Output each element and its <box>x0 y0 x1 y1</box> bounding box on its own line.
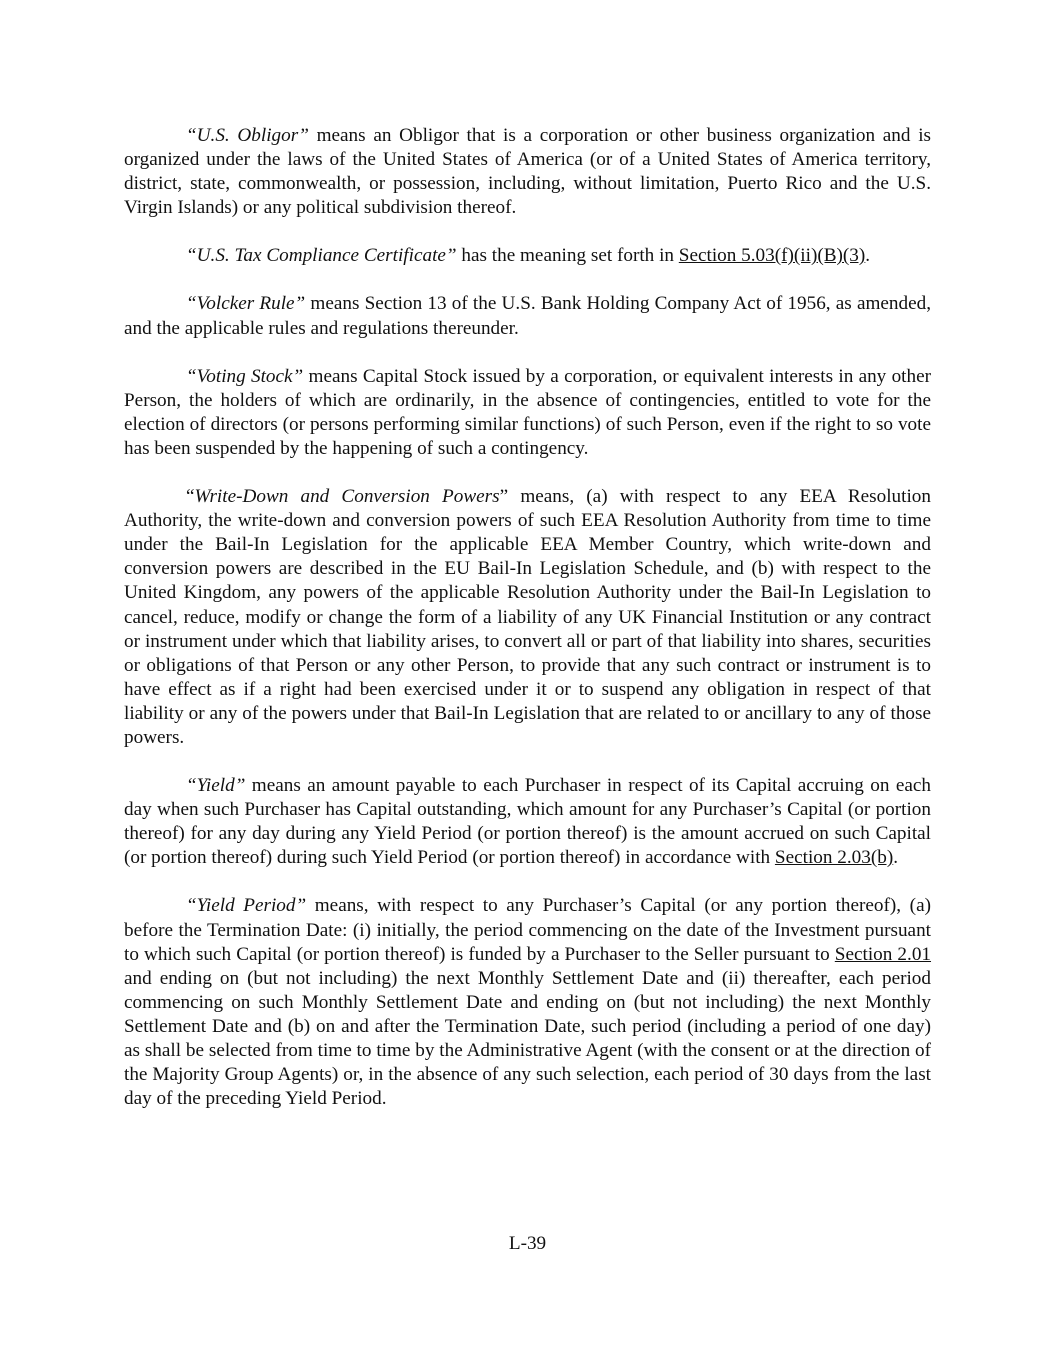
page-number: L-39 <box>508 1233 547 1254</box>
definition-volcker-rule <box>124 292 931 340</box>
definition-us-tax-compliance-certificate <box>124 244 931 268</box>
document-body <box>124 124 931 1135</box>
definition-text: means, with respect to any Purchaser’s Capital (or any portion thereof), (a) before the Termination Date: (i) initially, the period commencing on the date of the Investment pursuant to which such Capital (or portion thereof) is funded by a Purchaser to the Seller pursuant to <box>124 895 931 965</box>
definition-text: means an amount payable to each Purchaser in respect of its Capital accruing on each day when such Purchaser has Capital outstanding, which amount for any Purchaser’s Capital (or portion thereof) for any day during any Yield Period (or portion thereof) is the amount accrued on such Capital (or portion thereof) during such Yield Period (or portion thereof) in accordance with <box>124 775 931 869</box>
definition-text: means an Obligor that is a corporation or other business organization and is organized under the laws of the United States of America (or of a United States of America territory, district, state, commonwealth, or possession, including, without limitation, Puerto Rico and the U.S. Virgin Islands) or any political subdivision thereof. <box>124 125 931 219</box>
section-reference: Section 2.01 <box>834 943 932 965</box>
definition-yield <box>124 774 931 870</box>
definition-text: means Capital Stock issued by a corporation, or equivalent interests in any other Person, the holders of which are ordinarily, in the absence of contingencies, entitled to vote for the election of directors (or persons performing similar functions) of such Person, even if the right to so vote has been suspended by the happening of such a contingency. <box>124 365 931 459</box>
definition-text: means, (a) with respect to any EEA Resolution Authority, the write-down and conversion powers of such EEA Resolution Authority from time to time under the Bail-In Legislation for the applicable EEA Member Country, which write-down and conversion powers are described in the EU Bail-In Legislation Schedule, and (b) with respect to the United Kingdom, any powers of the applicable Resolution Authority under the Bail-In Legislation to cancel, reduce, modify or change the form of a liability of any UK Financial Institution or any contract or instrument under which that liability arises, to convert all or part of that liability into shares, securities or obligations of that Person or any other Person, to provide that any such contract or instrument is to have effect as if a right had been exercised under it or to suspend any obligation in respect of that liability or any of the powers under that Bail-In Legislation that are related to or ancillary to any of those powers. <box>124 486 931 748</box>
definition-text-tail: . <box>865 245 871 267</box>
definition-text-tail: . <box>893 847 899 869</box>
defined-term: “Yield Period” <box>186 895 307 917</box>
defined-term: “Volcker Rule” <box>186 293 306 315</box>
section-reference: Section 2.03(b) <box>774 847 894 869</box>
defined-term: “Yield” <box>186 775 246 797</box>
close-quote: ” <box>499 486 509 508</box>
definition-write-down-and-conversion-powers <box>124 485 931 750</box>
definition-yield-period <box>124 894 931 1111</box>
definition-us-obligor <box>124 124 931 220</box>
defined-term: “Voting Stock” <box>186 365 304 387</box>
definition-voting-stock <box>124 365 931 461</box>
section-reference: Section 5.03(f)(ii)(B)(3) <box>678 245 866 267</box>
definition-text: means Section 13 of the U.S. Bank Holding Company Act of 1956, as amended, and the applicable rules and regulations thereunder. <box>124 293 931 339</box>
defined-term: “U.S. Tax Compliance Certificate” <box>186 245 457 267</box>
definition-text-tail: and ending on (but not including) the next Monthly Settlement Date and (ii) thereafter, each period commencing on such Monthly Settlement Date and ending on (but not including) the next Monthly Settlement Date and (b) on and after the Termination Date, such period (including a period of one day) as shall be selected from time to time by the Administrative Agent (with the consent or at the direction of the Majority Group Agents) or, in the absence of any such selection, each period of 30 days from the last day of the preceding Yield Period. <box>124 967 931 1110</box>
definition-text: has the meaning set forth in <box>456 245 679 267</box>
open-quote: “ <box>186 486 195 508</box>
defined-term: Write-Down and Conversion Powers <box>194 486 500 508</box>
defined-term: “U.S. Obligor” <box>186 125 309 146</box>
